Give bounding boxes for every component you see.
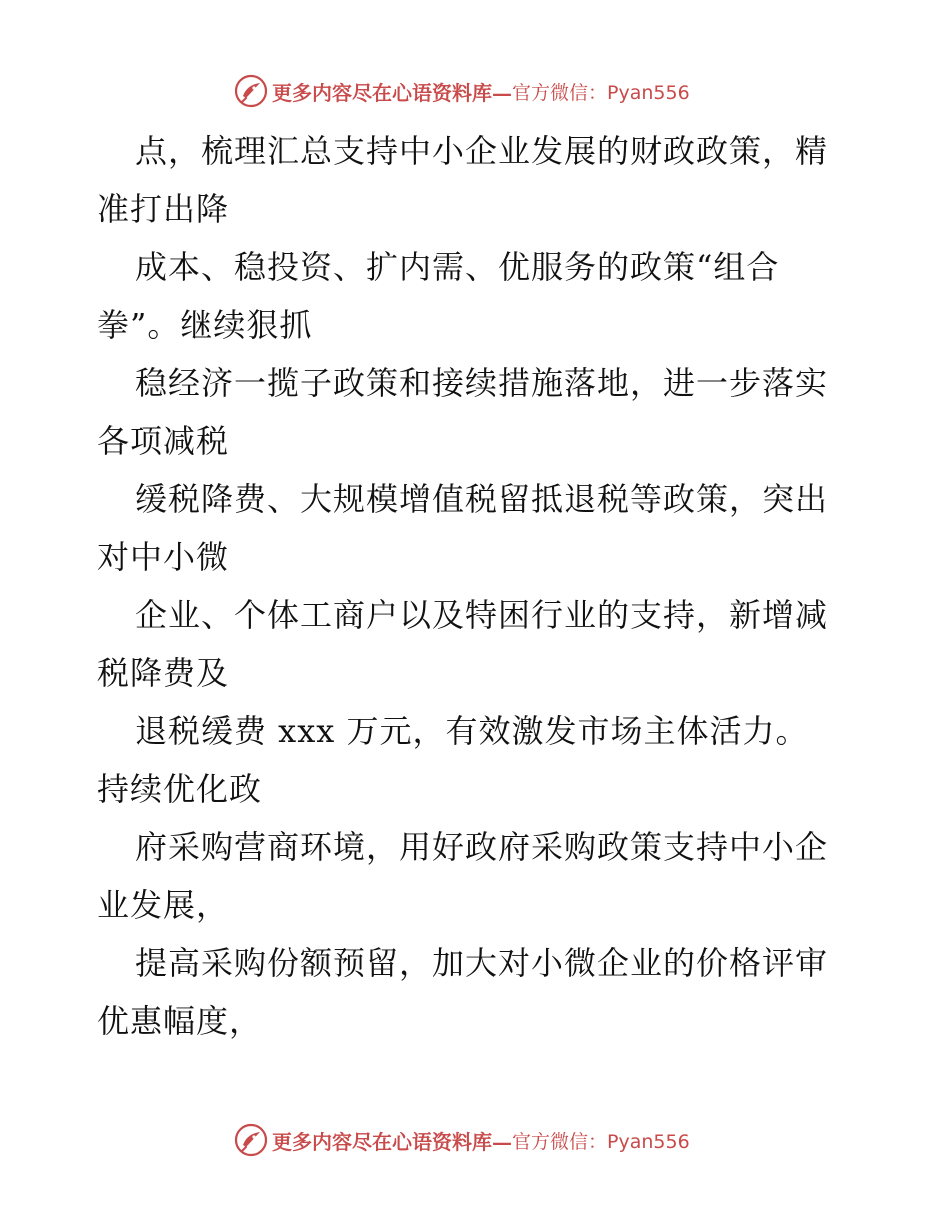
header-wechat-text: 官方微信：Pyan556 [512,81,690,104]
pen-logo-icon [234,74,268,108]
text-line: 拳”。继续狠抓 [97,306,313,344]
text-line: 准打出降 [97,190,230,228]
text-line: 持续优化政 [97,770,263,808]
text-line: 对中小微 [97,538,230,576]
text-line: 各项减税 [97,422,230,460]
text-line: 业发展， [97,886,230,924]
footer-brand-text: 更多内容尽在心语资料库— [272,1129,512,1154]
text-line: 缓税降费、大规模增值税留抵退税等政策，突出 [135,480,829,518]
header-brand-text: 更多内容尽在心语资料库— [272,80,512,105]
footer-wechat-text: 官方微信：Pyan556 [512,1130,690,1153]
text-line: 成本、稳投资、扩内需、优服务的政策“组合 [135,248,780,286]
text-line: 点，梳理汇总支持中小企业发展的财政政策，精 [135,132,829,170]
footer-banner [234,1121,690,1159]
text-line: 退税缓费 xxx 万元，有效激发市场主体活力。 [135,712,809,750]
header-banner [234,72,690,110]
text-line: 府采购营商环境，用好政府采购政策支持中小企 [135,828,829,866]
body-text [97,122,857,1050]
text-line: 提高采购份额预留，加大对小微企业的价格评审 [135,944,829,982]
text-line: 稳经济一揽子政策和接续措施落地，进一步落实 [135,364,829,402]
pen-logo-icon [234,1123,268,1157]
text-line: 税降费及 [97,654,230,692]
text-line: 企业、个体工商户以及特困行业的支持，新增减 [135,596,829,634]
text-line: 优惠幅度， [97,1002,263,1040]
